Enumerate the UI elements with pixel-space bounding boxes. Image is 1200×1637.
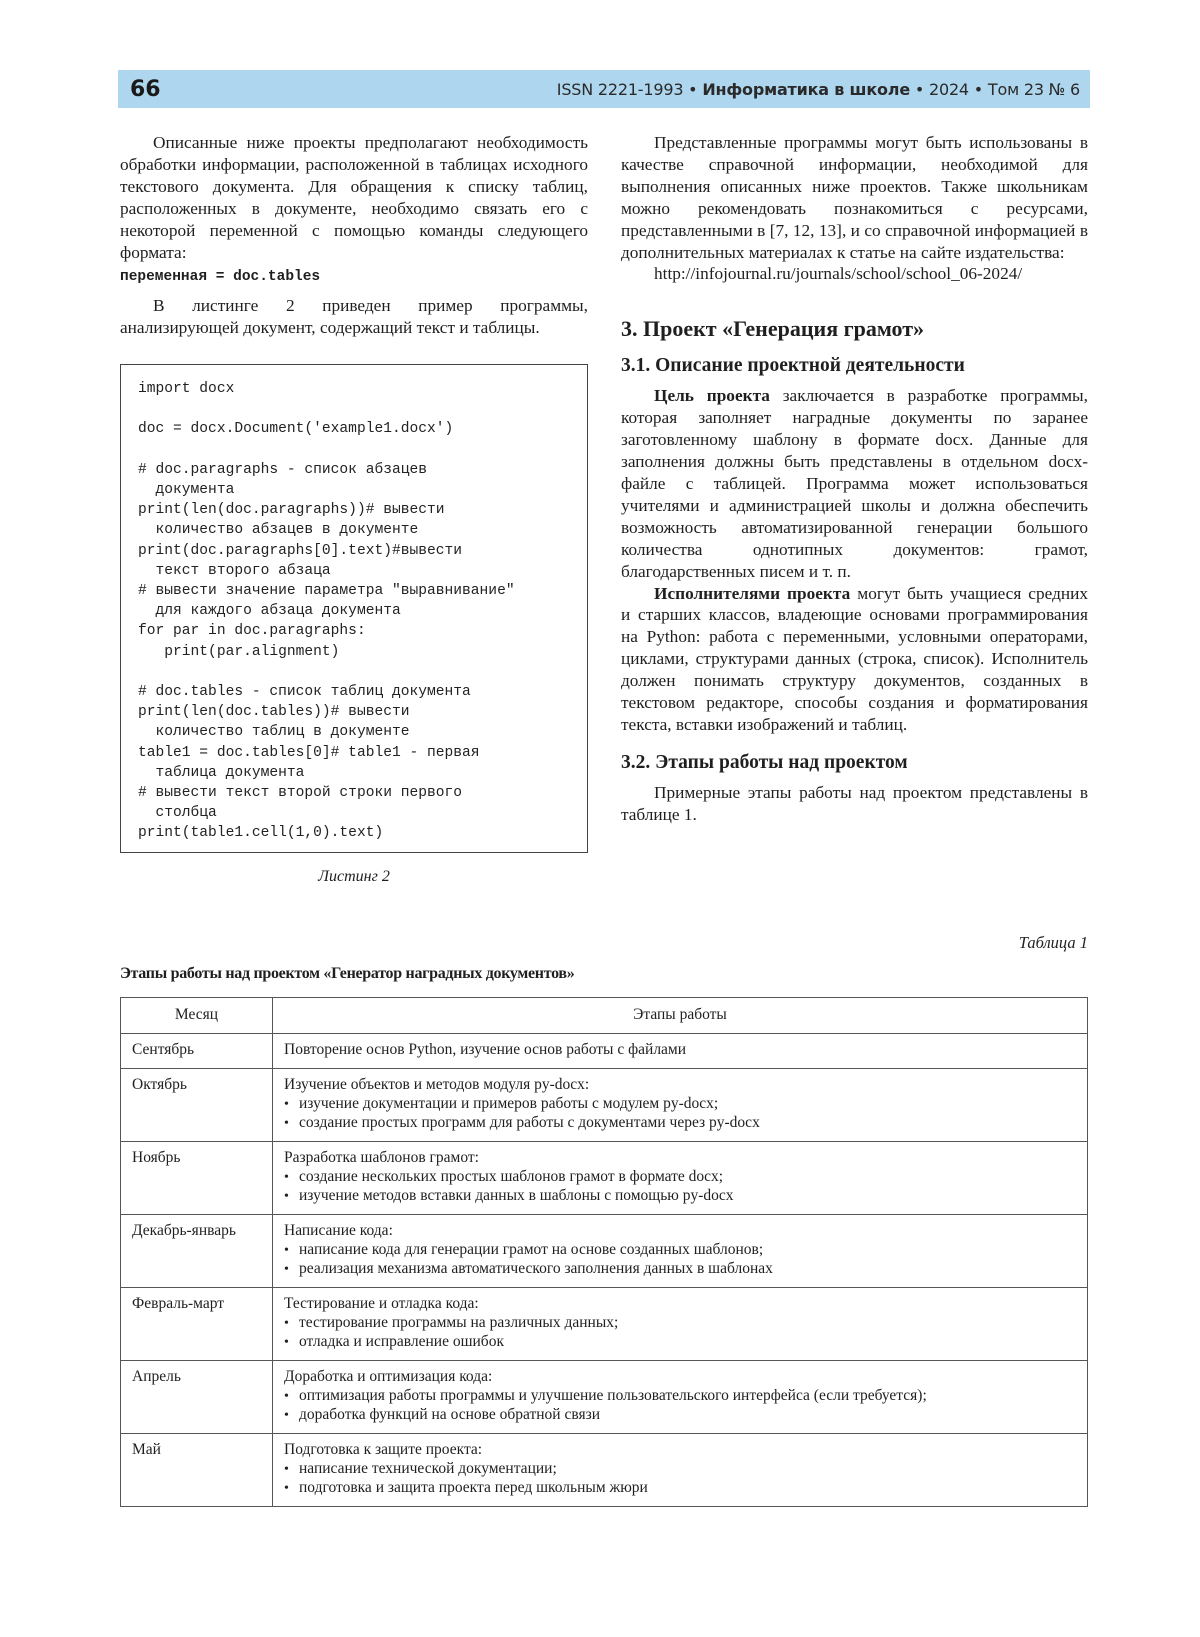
month-cell: Декабрь-январь — [121, 1215, 273, 1288]
stages-cell — [273, 1142, 1088, 1215]
stage-list — [284, 1314, 1077, 1353]
stage-list — [284, 1460, 1077, 1499]
paragraph: Представленные программы могут быть использованы в качестве справочной информации, необходимой для выполнения описанных ниже проектов. Также школьникам можно рекомендовать познакомиться с ресурсами, представленными в [7, 12, 13], и со справочной информацией в дополнительных материалах к статье на сайте издательства: — [621, 133, 1088, 262]
section-heading: 3. Проект «Генерация грамот» — [621, 316, 925, 342]
paragraph: Описанные ниже проекты предполагают необходимость обработки информации, расположенной в таблицах исходного текстового документа. Для обращения к списку таблиц, расположенных в документе, необходимо связать его с некоторой переменной с помощью команды следующего формата: — [120, 133, 588, 262]
code-line: переменная = doc.tables — [120, 269, 321, 286]
table-row — [121, 1215, 1088, 1288]
stage-item: • тестирование программы на различных данных; — [284, 1314, 1077, 1334]
stage-lead: Написание кода: — [284, 1222, 393, 1239]
table-row — [121, 1034, 1088, 1069]
stages-cell — [273, 1434, 1088, 1507]
table-row — [121, 1434, 1088, 1507]
stage-list — [284, 1387, 1077, 1426]
right-column — [621, 132, 1088, 826]
listing-caption: Листинг 2 — [318, 868, 390, 885]
issue-info: • 2024 • Том 23 № 6 — [909, 79, 1080, 99]
stage-item: • изучение документации и примеров работы с модулем py-docx; — [284, 1095, 1077, 1115]
stage-list — [284, 1241, 1077, 1280]
url-link[interactable]: http://infojournal.ru/journals/school/school_06-2024/ — [654, 264, 1023, 284]
stage-lead: Повторение основ Python, изучение основ работы с файлами — [284, 1041, 687, 1058]
stage-lead: Изучение объектов и методов модуля py-docx: — [284, 1076, 590, 1093]
column-header: Месяц — [121, 998, 273, 1034]
table-row — [121, 1069, 1088, 1142]
table-row — [121, 1361, 1088, 1434]
table-row — [121, 1142, 1088, 1215]
running-header — [118, 70, 1090, 108]
code-listing: import docx doc = docx.Document('example1.docx') # doc.paragraphs - список абзацев документа print(len(doc.paragraphs))# вывести количество абзацев в документе print(doc.paragraphs[0].text)#вывести текст второго абзаца # вывести значение параметра "выравнивание" для каждого абзаца документа for par in doc.paragraphs: print(par.alignment) # doc.tables - список таблиц документа print(len(doc.tables))# вывести количество таблиц в документе table1 = doc.tables[0]# table1 - первая таблица документа # вывести текст второй строки первого столбца print(table1.cell(1,0).text) — [120, 364, 588, 853]
stage-item: • подготовка и защита проекта перед школьным жюри — [284, 1479, 1077, 1499]
stage-item: • изучение методов вставки данных в шаблоны с помощью py-docx — [284, 1187, 1077, 1207]
month-cell: Апрель — [121, 1361, 273, 1434]
stage-item: • написание технической документации; — [284, 1460, 1077, 1480]
paragraph: Примерные этапы работы над проектом представлены в таблице 1. — [621, 782, 1088, 824]
subsection-heading: 3.2. Этапы работы над проектом — [621, 751, 908, 773]
stages-cell — [273, 1215, 1088, 1288]
stage-item: • оптимизация работы программы и улучшение пользовательского интерфейса (если требуется); — [284, 1387, 1077, 1407]
stage-item: • создание простых программ для работы с документами через py-docx — [284, 1114, 1077, 1134]
stage-list — [284, 1095, 1077, 1134]
subsection-heading: 3.1. Описание проектной деятельности — [621, 355, 965, 377]
stage-item: • создание нескольких простых шаблонов грамот в формате docx; — [284, 1168, 1077, 1188]
bold-lead: Цель проекта — [654, 386, 770, 406]
stage-lead: Разработка шаблонов грамот: — [284, 1149, 479, 1166]
stage-lead: Тестирование и отладка кода: — [284, 1295, 479, 1312]
stages-cell — [273, 1288, 1088, 1361]
left-column — [120, 132, 588, 339]
month-cell: Ноябрь — [121, 1142, 273, 1215]
table-title: Этапы работы над проектом «Генератор наградных документов» — [120, 965, 575, 982]
journal-name: Информатика в школе — [702, 79, 910, 99]
stages-cell — [273, 1361, 1088, 1434]
stages-table — [120, 997, 1088, 1507]
table-row — [121, 1288, 1088, 1361]
month-cell: Сентябрь — [121, 1034, 273, 1069]
month-cell: Май — [121, 1434, 273, 1507]
stage-item: • реализация механизма автоматического заполнения данных в шаблонах — [284, 1260, 1077, 1280]
table-label: Таблица 1 — [1018, 933, 1088, 952]
month-cell: Октябрь — [121, 1069, 273, 1142]
stages-cell — [273, 1069, 1088, 1142]
stages-cell — [273, 1034, 1088, 1069]
paragraph: Цель проекта заключается в разработке программы, которая заполняет наградные документы по заранее заготовленному шаблону в формате docx. Данные для заполнения должны быть представлены в отдельном docx-файле с таблицей. Программа может использоваться учителями и администрацией школы и должна обеспечить возможность автоматизированной генерации большого количества однотипных документов: грамот, благодарственных писем и т. п. — [621, 386, 1088, 581]
stage-item: • написание кода для генерации грамот на основе созданных шаблонов; — [284, 1241, 1077, 1261]
issn: ISSN 2221-1993 • — [556, 79, 703, 99]
stage-item: • доработка функций на основе обратной связи — [284, 1406, 1077, 1426]
stage-lead: Подготовка к защите проекта: — [284, 1441, 483, 1458]
paragraph: Исполнителями проекта могут быть учащиеся средних и старших классов, владеющие основами программирования на Python: работа с переменными, условными операторами, циклами, структурами данных (строка, список). Исполнитель должен понимать структуру документов, созданных в текстовом редакторе, способы создания и форматирования текста, вставки изображений и таблиц. — [621, 583, 1088, 734]
month-cell: Февраль-март — [121, 1288, 273, 1361]
table-header-row — [121, 998, 1088, 1034]
paragraph: В листинге 2 приведен пример программы, анализирующей документ, содержащий текст и таблицы. — [120, 296, 588, 338]
page-number: 66 — [130, 76, 161, 102]
column-header: Этапы работы — [273, 998, 1088, 1034]
stage-list — [284, 1168, 1077, 1207]
journal-info — [557, 80, 1080, 99]
bold-lead: Исполнителями проекта — [654, 583, 851, 603]
stage-lead: Доработка и оптимизация кода: — [284, 1368, 493, 1385]
stage-item: • отладка и исправление ошибок — [284, 1333, 1077, 1353]
